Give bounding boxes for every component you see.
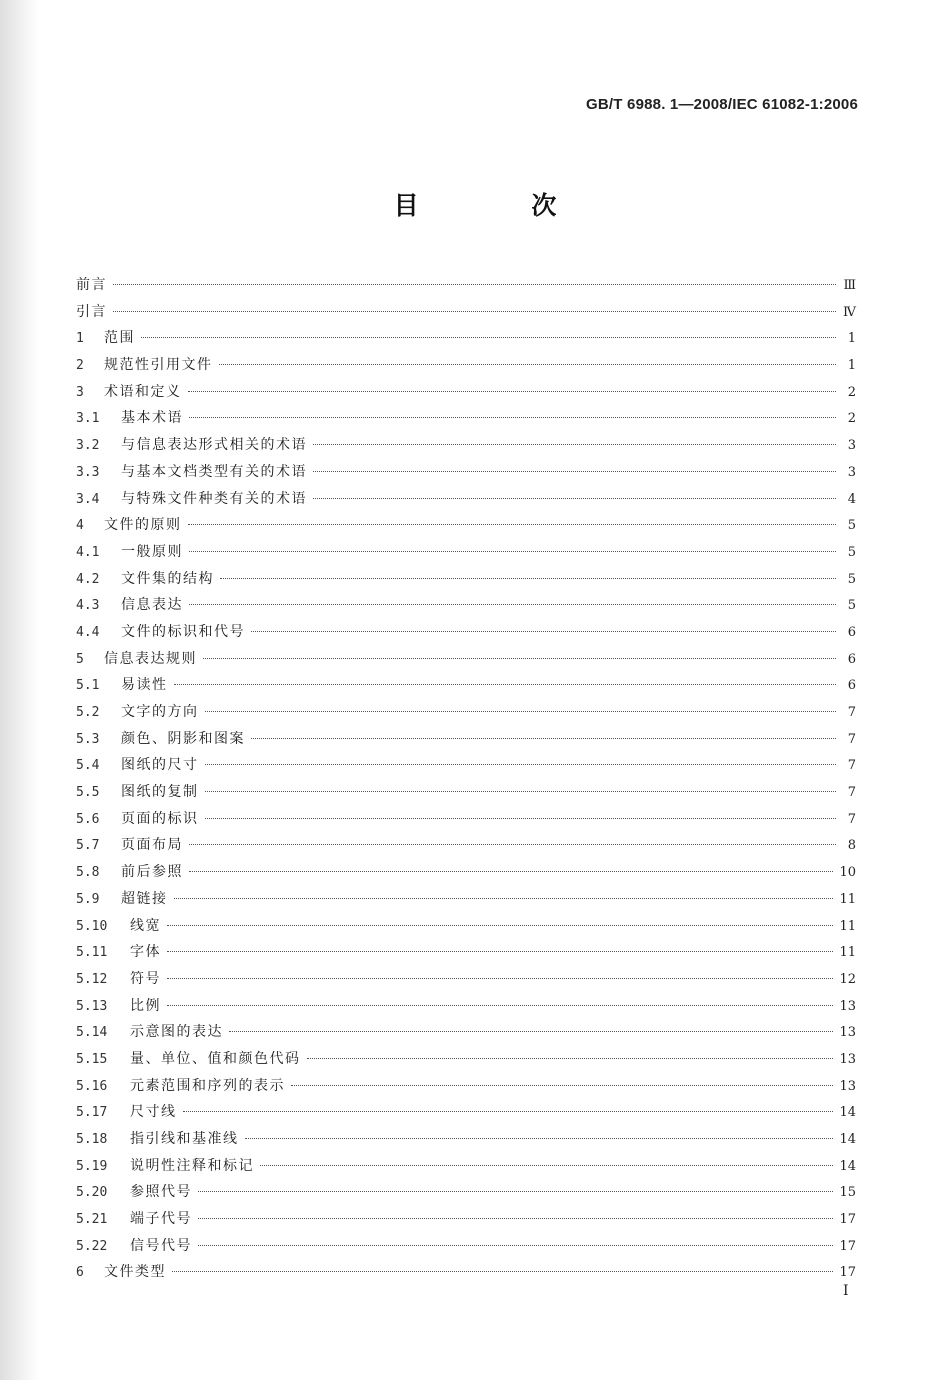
toc-entry-page: 6 xyxy=(847,624,856,640)
toc-entry[interactable] xyxy=(76,1019,856,1046)
toc-entry-title: 与基本文档类型有关的术语 xyxy=(121,463,307,480)
dot-leader xyxy=(167,1005,833,1006)
toc-entry-title: 量、单位、值和颜色代码 xyxy=(130,1050,301,1067)
toc-entry-title: 示意图的表达 xyxy=(130,1024,223,1041)
toc-entry-number: 5.4 xyxy=(76,758,100,774)
toc-entry-title: 文件集的结构 xyxy=(121,570,214,587)
dot-leader xyxy=(205,818,837,819)
toc-entry[interactable] xyxy=(76,325,856,352)
toc-entry-page: 17 xyxy=(839,1212,856,1228)
toc-entry[interactable] xyxy=(76,672,856,699)
dot-leader xyxy=(198,1245,833,1246)
toc-entry-title: 文件的标识和代号 xyxy=(121,623,245,640)
dot-leader xyxy=(189,551,836,552)
page-number: I xyxy=(843,1283,849,1299)
toc-entry-title: 图纸的尺寸 xyxy=(121,757,199,774)
toc-entry-page: 1 xyxy=(847,331,856,347)
page-title: 目 次 xyxy=(393,191,609,220)
toc-entry-title: 参照代号 xyxy=(130,1184,192,1201)
toc-entry-page: 11 xyxy=(839,891,856,907)
toc-entry-title: 与特殊文件种类有关的术语 xyxy=(121,490,307,507)
dot-leader xyxy=(113,311,836,312)
toc-entry[interactable] xyxy=(76,913,856,940)
dot-leader xyxy=(188,524,837,525)
dot-leader xyxy=(205,791,837,792)
toc-entry-page: 2 xyxy=(847,411,856,427)
toc-entry-number: 5.15 xyxy=(76,1051,108,1067)
toc-entry-number: 5.10 xyxy=(76,918,108,934)
toc-entry[interactable] xyxy=(76,432,856,459)
toc-entry-title: 尺寸线 xyxy=(130,1104,177,1121)
toc-entry-page: 3 xyxy=(847,438,856,454)
dot-leader xyxy=(307,1058,834,1059)
toc-entry-number: 5.20 xyxy=(76,1185,108,1201)
toc-entry-page: 17 xyxy=(839,1238,856,1254)
toc-entry-title: 术语和定义 xyxy=(104,383,182,400)
toc-entry-title: 端子代号 xyxy=(130,1211,192,1228)
toc-entry-page: 10 xyxy=(839,865,856,881)
toc-entry[interactable] xyxy=(76,566,856,593)
toc-entry-number: 4 xyxy=(76,518,84,534)
toc-entry-number: 1 xyxy=(76,331,84,347)
toc-entry-page: 6 xyxy=(847,678,856,694)
toc-entry-page: 1 xyxy=(847,358,856,374)
toc-entry-page: 5 xyxy=(847,598,856,614)
dot-leader xyxy=(167,978,833,979)
toc-entry-number: 5.6 xyxy=(76,811,100,827)
toc-entry[interactable] xyxy=(76,379,856,406)
toc-entry-page: 7 xyxy=(847,785,856,801)
dot-leader xyxy=(198,1218,833,1219)
toc-entry-title: 文件类型 xyxy=(104,1264,166,1281)
toc-entry[interactable] xyxy=(76,699,856,726)
toc-entry-title: 比例 xyxy=(130,997,161,1014)
toc-entry-number: 3.3 xyxy=(76,464,100,480)
toc-entry[interactable] xyxy=(76,619,856,646)
toc-entry-title: 信息表达规则 xyxy=(104,650,197,667)
toc-entry-title: 颜色、阴影和图案 xyxy=(121,730,245,747)
toc-entry-number: 5.2 xyxy=(76,705,100,720)
toc-entry[interactable] xyxy=(76,1206,856,1233)
toc-entry-page: 3 xyxy=(847,464,856,480)
toc-entry[interactable] xyxy=(76,1153,856,1180)
dot-leader xyxy=(174,684,837,685)
toc-entry[interactable] xyxy=(76,352,856,379)
dot-leader xyxy=(198,1191,833,1192)
toc-entry-title: 文件的原则 xyxy=(104,517,182,534)
dot-leader xyxy=(188,391,837,392)
toc-entry-title: 页面布局 xyxy=(121,837,183,854)
toc-entry-page: 4 xyxy=(847,491,856,507)
toc-entry-page: 7 xyxy=(847,811,856,827)
toc-entry-title: 信号代号 xyxy=(130,1237,192,1254)
dot-leader xyxy=(245,1138,834,1139)
dot-leader xyxy=(189,604,836,605)
toc-entry-title: 超链接 xyxy=(121,890,168,907)
toc-entry-title: 前后参照 xyxy=(121,864,183,881)
toc-entry-page: 7 xyxy=(847,758,856,774)
toc-entry[interactable] xyxy=(76,993,856,1020)
toc-entry[interactable] xyxy=(76,859,856,886)
toc-entry-title: 与信息表达形式相关的术语 xyxy=(121,437,307,454)
toc-entry-page: 5 xyxy=(847,571,856,587)
toc-entry-number: 5.5 xyxy=(76,785,100,801)
toc-entry[interactable] xyxy=(76,646,856,673)
toc-entry[interactable] xyxy=(76,726,856,753)
toc-entry-title: 说明性注释和标记 xyxy=(130,1157,254,1174)
toc-entry-number: 5.16 xyxy=(76,1078,108,1094)
dot-leader xyxy=(189,417,836,418)
toc-entry-title: 规范性引用文件 xyxy=(104,357,213,374)
toc-entry[interactable] xyxy=(76,486,856,513)
dot-leader xyxy=(167,925,833,926)
dot-leader xyxy=(229,1031,833,1032)
toc-entry[interactable] xyxy=(76,539,856,566)
toc-entry-page: 17 xyxy=(839,1265,856,1281)
dot-leader xyxy=(205,711,837,712)
toc-entry-title: 图纸的复制 xyxy=(121,784,199,801)
toc-entry-number: 5 xyxy=(76,651,84,667)
dot-leader xyxy=(313,444,836,445)
toc-entry-title: 引言 xyxy=(76,303,107,320)
dot-leader xyxy=(172,1271,833,1272)
toc-entry-title: 符号 xyxy=(130,970,161,987)
toc-entry[interactable] xyxy=(76,1179,856,1206)
toc-entry-title: 范围 xyxy=(104,330,135,347)
toc-entry-page: 7 xyxy=(847,731,856,747)
toc-entry-page: 12 xyxy=(839,971,856,987)
toc-entry[interactable] xyxy=(76,779,856,806)
toc-entry-number: 5.13 xyxy=(76,998,108,1014)
toc-entry-title: 易读性 xyxy=(121,677,168,694)
toc-entry-number: 5.12 xyxy=(76,971,108,987)
toc-entry-number: 5.22 xyxy=(76,1238,108,1254)
toc-entry-page: 14 xyxy=(839,1132,856,1147)
toc-entry-number: 5.7 xyxy=(76,838,100,854)
toc-entry-page: Ⅳ xyxy=(843,304,856,320)
toc-entry[interactable] xyxy=(76,806,856,833)
toc-entry-title: 信息表达 xyxy=(121,597,183,614)
dot-leader xyxy=(189,871,833,872)
dot-leader xyxy=(313,498,836,499)
toc-entry[interactable] xyxy=(76,272,856,299)
dot-leader xyxy=(203,658,836,659)
dot-leader xyxy=(260,1165,833,1166)
toc-entry-title: 前言 xyxy=(76,277,107,293)
toc-entry-page: 15 xyxy=(839,1185,856,1201)
toc-entry[interactable] xyxy=(76,1073,856,1100)
toc-entry-title: 文字的方向 xyxy=(121,704,199,720)
toc-entry[interactable] xyxy=(76,592,856,619)
toc-entry-number: 5.9 xyxy=(76,891,100,907)
dot-leader xyxy=(174,898,834,899)
toc-entry-title: 字体 xyxy=(130,944,161,961)
toc-entry[interactable] xyxy=(76,966,856,993)
toc-entry-number: 5.19 xyxy=(76,1158,108,1174)
toc-entry-number: 3 xyxy=(76,384,84,400)
toc-entry-page: Ⅲ xyxy=(843,278,856,293)
toc-entry[interactable] xyxy=(76,299,856,326)
toc-entry-number: 5.14 xyxy=(76,1025,108,1041)
dot-leader xyxy=(167,951,833,952)
dot-leader xyxy=(219,364,837,365)
toc-entry[interactable] xyxy=(76,459,856,486)
toc-entry-page: 13 xyxy=(839,1025,856,1041)
dot-leader xyxy=(205,764,837,765)
toc-entry-number: 5.21 xyxy=(76,1212,108,1228)
toc-entry-page: 14 xyxy=(839,1158,856,1174)
toc-entry-number: 5.18 xyxy=(76,1132,108,1147)
table-of-contents xyxy=(76,272,856,1286)
toc-entry-page: 13 xyxy=(839,1051,856,1067)
toc-entry-page: 14 xyxy=(839,1105,856,1121)
toc-entry[interactable] xyxy=(76,1046,856,1073)
toc-entry[interactable] xyxy=(76,1259,856,1286)
toc-entry-page: 13 xyxy=(839,1078,856,1094)
toc-entry-number: 5.1 xyxy=(76,678,100,694)
dot-leader xyxy=(291,1085,833,1086)
dot-leader xyxy=(251,631,836,632)
dot-leader xyxy=(189,844,836,845)
toc-entry[interactable] xyxy=(76,752,856,779)
dot-leader xyxy=(141,337,836,338)
toc-entry-number: 4.4 xyxy=(76,624,100,640)
toc-entry[interactable] xyxy=(76,1126,856,1153)
toc-entry-number: 5.11 xyxy=(76,945,108,961)
toc-entry-title: 元素范围和序列的表示 xyxy=(130,1077,285,1094)
toc-entry-title: 线宽 xyxy=(130,917,161,934)
toc-entry-page: 6 xyxy=(847,651,856,667)
toc-entry-page: 2 xyxy=(847,384,856,400)
toc-entry-page: 5 xyxy=(847,544,856,560)
toc-entry[interactable] xyxy=(76,832,856,859)
toc-entry[interactable] xyxy=(76,1099,856,1126)
toc-entry[interactable] xyxy=(76,939,856,966)
standard-code: GB/T 6988. 1—2008/IEC 61082-1:2006 xyxy=(586,96,858,113)
toc-entry[interactable] xyxy=(76,512,856,539)
toc-entry-page: 8 xyxy=(847,838,856,854)
toc-entry-page: 7 xyxy=(847,705,856,720)
toc-entry-page: 11 xyxy=(839,918,856,934)
toc-entry-title: 指引线和基准线 xyxy=(130,1131,239,1147)
dot-leader xyxy=(220,578,836,579)
toc-entry[interactable] xyxy=(76,405,856,432)
toc-entry-number: 3.2 xyxy=(76,438,100,454)
toc-entry-page: 13 xyxy=(839,998,856,1014)
dot-leader xyxy=(251,738,836,739)
toc-entry-page: 11 xyxy=(839,945,856,961)
dot-leader xyxy=(183,1111,834,1112)
toc-entry-number: 3.1 xyxy=(76,411,100,427)
dot-leader xyxy=(313,471,836,472)
toc-entry-title: 页面的标识 xyxy=(121,810,199,827)
toc-entry-number: 4.1 xyxy=(76,544,100,560)
toc-entry-number: 5.17 xyxy=(76,1105,108,1121)
toc-entry-number: 4.3 xyxy=(76,598,100,614)
toc-entry-number: 2 xyxy=(76,358,84,374)
toc-entry-number: 6 xyxy=(76,1265,84,1281)
toc-entry-number: 5.3 xyxy=(76,731,100,747)
toc-entry-title: 基本术语 xyxy=(121,410,183,427)
toc-entry-number: 4.2 xyxy=(76,571,100,587)
toc-entry-title: 一般原则 xyxy=(121,543,183,560)
toc-entry-number: 5.8 xyxy=(76,865,100,881)
toc-entry[interactable] xyxy=(76,1233,856,1260)
toc-entry-number: 3.4 xyxy=(76,491,100,507)
toc-entry-page: 5 xyxy=(847,518,856,534)
toc-entry[interactable] xyxy=(76,886,856,913)
dot-leader xyxy=(113,284,836,285)
